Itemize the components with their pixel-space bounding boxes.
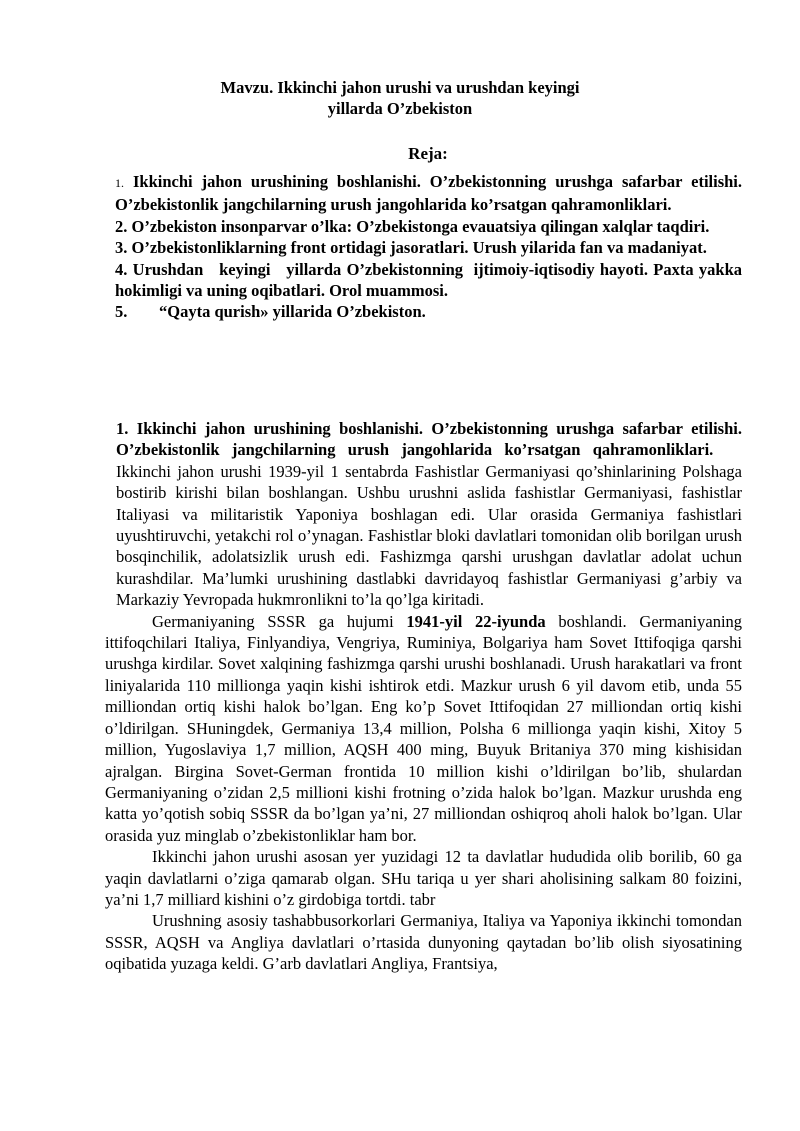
- plan-item-1: 1. Ikkinchi jahon urushining boshlanishi. O’zbekistonning urushga safarbar etilishi. O’zbekistonlik jangchilarning urush jangohlarida ko’rsatgan qahramonliklari.: [115, 172, 743, 215]
- paragraph-4: Urushning asosiy tashabbusorkorlari Germaniya, Italiya va Yaponiya ikkinchi tomondan SSSR, AQSH va Angliya davlatlari o’rtasida dunyoning qaytadan bo’lib olish siyosatining oqibatida yuzaga keldi. G’arb davlatlari Angliya, Frantsiya,: [105, 911, 742, 974]
- plan-heading: Reja:: [408, 144, 448, 163]
- plan-item-2: 2. O’zbekiston insonparvar o’lka: O’zbekistonga evauatsiya qilingan xalqlar taqdiri.: [115, 216, 710, 236]
- document-body: [105, 418, 742, 975]
- plan-list: [115, 171, 747, 323]
- section-1-intro: Ikkinchi jahon urushi 1939-yil 1 sentabrda Fashistlar Germaniyasi qo’shinlarining Polshaga bostirib kirishi bilan boshlangan. Ushbu urushni aslida fashistlar Germaniyasi, fashistlar Italiyasi va militaristik Yaponiya boshlagan edi. Ular orasida Germaniya fashistlari uyushtiruvchi, yetakchi rol o’ynagan. Fashistlar bloki davlatlari tomonidan olib borilgan urush bosqinchilik, adolatsizlik urush edi. Fashizmga qarshi urushgan davlatlar adolat uchun kurashdilar. Ma’lumki urushining dastlabki davridayoq fashistlar Germaniyasi g’arbiy va Markaziy Yevropada hukmronlikni to’la qo’lga kiritadi.: [116, 461, 742, 610]
- paragraph-3: Ikkinchi jahon urushi asosan yer yuzidagi 12 ta davlatlar hududida olib borilib, 60 ga yaqin davlatlarni o’ziga qamarab olgan. SHu tariqa u yer shari aholisining salkam 80 foizini, ya’ni 1,7 milliard kishini o’z girdobiga tortdi. tabr: [105, 847, 742, 909]
- title-line-1: Mavzu. Ikkinchi jahon urushi va urushdan keyingi: [220, 78, 580, 97]
- title-line-2: yillarda O’zbekiston: [327, 99, 473, 118]
- date-highlight: 1941-yil 22-iyunda: [406, 611, 546, 631]
- plan-item-5: 5. “Qayta qurish» yillarida O’zbekiston.: [115, 302, 426, 322]
- section-1-heading: 1. Ikkinchi jahon urushining boshlanishi. O’zbekistonning urushga safarbar etilishi. O’zbekistonlik jangchilarning urush jangohlarida ko’rsatgan qahramonliklari.: [116, 419, 742, 460]
- paragraph-2: Germaniyaning SSSR ga hujumi 1941-yil 22-iyunda boshlandi. Germaniyaning ittifoqchilari Italiya, Finlyandiya, Vengriya, Ruminiya, Bolgariya ham Sovet Ittifoqiga qarshi urushga kirdilar. Sovet xalqining fashizmga qarshi urushi boshlanadi. Urush harakatlari va front liniyalarida 110 millionga yaqin kishi ishtirok etdi. Mazkur urush 6 yil davom etib, unda 55 milliondan ortiq kishi halok bo’lgan. Eng ko’p Sovet Ittifoqidan 27 milliondan ortiq kishi o’ldirilgan. SHuningdek, Germaniya 13,4 million, Polsha 6 millionga yaqin kishi, Xitoy 5 million, Yugoslaviya 1,7 million, AQSH 400 ming, Buyuk Britaniya 370 ming kishisidan ajralgan. Birgina Sovet-German frontida 10 million kishi o’ldirilgan bo’lib, shulardan Germaniyaning o’zidan 2,5 millioni kishi frotning o’zida halok bo’lgan. Mazkur urushda eng katta yo’qotish sobiq SSSR da bo’lgan ya’ni, 27 milliondan oshiqroq aholi halok bo’lgan. Ular orasida yuz minglab o’zbekistonliklar ham bor.: [105, 611, 743, 845]
- plan-item-4: 4. Urushdan keyingi yillarda O’zbekistonning ijtimoiy-iqtisodiy hayoti. Paxta yakka hokimligi va uning oqibatlari. Orol muammosi.: [115, 259, 747, 301]
- document-title: [0, 77, 800, 119]
- section-1-paragraph: [105, 418, 742, 611]
- plan-item-3: 3. O’zbekistonliklarning front ortidagi jasoratlari. Urush yilarida fan va madaniyat.: [115, 238, 707, 258]
